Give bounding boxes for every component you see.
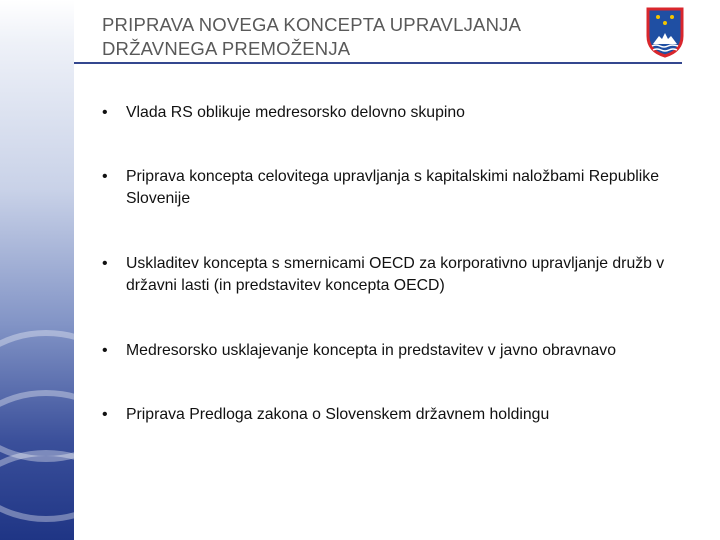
left-decorative-band [0, 0, 74, 540]
bullet-text: Vlada RS oblikuje medresorsko delovno skupino [126, 104, 465, 121]
bullet-text: Uskladitev koncepta s smernicami OECD za korporativno upravljanje družb v državni lasti (in predstavitev koncepta OECD) [126, 255, 665, 294]
slide-title [102, 13, 622, 61]
bullet-item [100, 253, 700, 296]
bullet-dot: • [102, 342, 108, 359]
slovenian-coat-of-arms-icon [645, 6, 685, 58]
title-line-2: DRŽAVNEGA PREMOŽENJA [102, 38, 351, 59]
bullet-item [100, 340, 700, 362]
band-swirl [0, 450, 74, 540]
bullet-dot: • [102, 255, 108, 272]
bullet-item [100, 102, 700, 124]
title-divider [74, 62, 682, 64]
bullet-dot: • [102, 104, 108, 121]
title-line-1: PRIPRAVA NOVEGA KONCEPTA UPRAVLJANJA [102, 14, 522, 35]
bullet-item [100, 404, 700, 426]
bullet-text: Priprava Predloga zakona o Slovenskem državnem holdingu [126, 406, 550, 423]
bullet-text: Medresorsko usklajevanje koncepta in predstavitev v javno obravnavo [126, 342, 616, 359]
bullet-dot: • [102, 168, 108, 185]
bullet-dot: • [102, 406, 108, 423]
bullet-item [100, 166, 700, 209]
bullet-text: Priprava koncepta celovitega upravljanja s kapitalskimi naložbami Republike Slovenije [126, 168, 659, 207]
